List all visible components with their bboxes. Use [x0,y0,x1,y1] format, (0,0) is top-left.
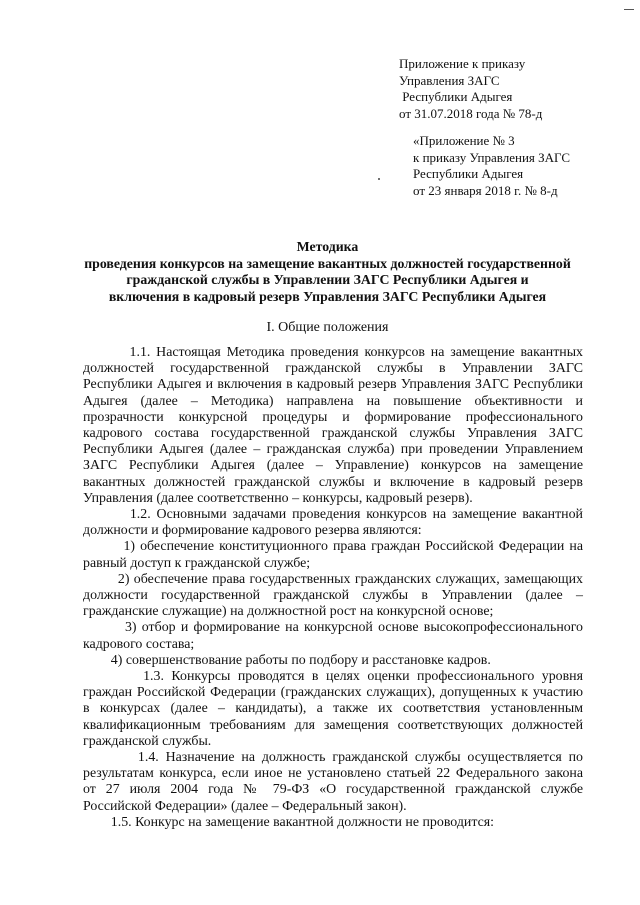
header-line: от 31.07.2018 года № 78-д [399,105,543,121]
body-line: 1.1. Настоящая Методика проведения конкурсов на замещение вакантных [83,345,583,360]
body-line: гражданские служащие) на должностной рост на конкурсной основе; [83,604,494,620]
title-line: Методика [296,239,359,254]
body-line: 1.5. Конкурс на замещение вакантной должности не проводится: [83,814,494,830]
body-line: Российской Федерации» (далее – Федеральный закон). [83,798,407,814]
header-line: Республики Адыгея [413,166,524,181]
body-line: прозрачности конкурсной процедуры и формирование профессионального [83,409,583,425]
scan-speck [378,178,380,180]
body-line: Адыгея (далее – Методика) направлена на повышение объективности и [83,393,583,409]
body-line: 3) отбор и формирование на конкурсной основе высокопрофессионального [83,620,583,636]
body-line: 4) совершенствование работы по подбору и расстановке кадров. [83,652,491,668]
body-line: должности и формирование кадрового резерва являются: [83,523,422,539]
body-line: кадрового состава государственной гражданской службы Управления ЗАГС [83,426,583,442]
title-line: проведения конкурсов на замещение вакантных должностей государственной [84,255,571,271]
section-heading: I. Общие положения [266,320,389,335]
body-line: от 27 июля 2004 года № 79-ФЗ «О государственной гражданской службе [83,782,583,798]
appendix3-header [413,133,570,199]
body-line: результатам конкурса, если иное не установлено статьей 22 Федерального закона [83,766,583,782]
title-line: гражданской службы в Управлении ЗАГС Республики Адыгея и [126,272,529,287]
header-line: от 23 января 2018 г. № 8-д [413,182,558,198]
body-line: 1.4. Назначение на должность гражданской службы осуществляется по [83,750,583,766]
header-line: к приказу Управления ЗАГС [413,149,571,165]
body-line: гражданской службы. [83,733,212,749]
header-line: Приложение к приказу [399,56,526,71]
body-line: граждан Российской Федерации (гражданских служащих), допущенных к участию [83,685,583,701]
body-line: должности государственной гражданской службы в Управлении (далее – [83,588,583,604]
body-line: кадрового состава; [83,636,195,652]
body-line: Республики Адыгея и включения в кадровый резерв Управления ЗАГС Республики [83,377,583,393]
header-line: Республики Адыгея [399,89,513,104]
header-line: Управления ЗАГС [399,72,500,88]
body-line: 1.2. Основными задачами проведения конкурсов на замещение вакантной [83,507,583,523]
body-line: 1.3. Конкурсы проводятся в целях оценки профессионального уровня [83,669,583,685]
body-line: Республики Адыгея (далее – гражданская служба) при проведении Управлением [83,442,583,458]
title-line: включения в кадровый резерв Управления ЗАГС Республики Адыгея [108,288,547,304]
body-line: должностей государственной гражданской службы в Управлении ЗАГС [83,361,583,377]
appendix-order-header [399,56,542,122]
body-line: ЗАГС Республики Адыгея (далее – Управление) конкурсов на замещение [83,458,583,474]
corner-mark [624,9,634,10]
body-line: 2) обеспечение права государственных гражданских служащих, замещающих [83,571,583,587]
body-text [83,345,583,831]
body-line: 1) обеспечение конституционного права граждан Российской Федерации на [83,539,583,555]
body-line: Управления (далее соответственно – конкурсы, кадровый резерв). [83,490,473,506]
body-line: квалификационным требованиям для замещения соответствующих должностей [83,717,583,733]
body-line: равный доступ к гражданской службе; [83,555,311,571]
document-title [70,239,585,305]
header-line: «Приложение № 3 [413,133,515,148]
body-line: вакантных должностей гражданской службы и включение в кадровый резерв [83,474,583,490]
body-line: в конкурсах (далее – кандидаты), а также их соответствия установленным [83,701,583,717]
